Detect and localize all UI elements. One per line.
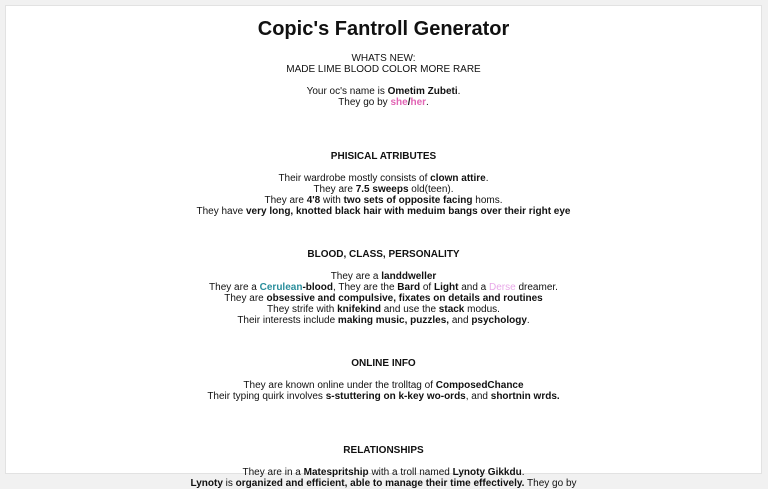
label: and a <box>458 282 490 293</box>
relationship-line <box>6 467 761 478</box>
height: 4'8 <box>306 195 321 206</box>
partner-trait: organized and efficient, able to manage their time effectively. <box>235 478 525 489</box>
height-line <box>6 195 761 206</box>
section-title: PHISICAL ATRIBUTES <box>330 151 437 162</box>
punct: . <box>521 467 525 478</box>
blood-suffix: -blood <box>302 282 333 293</box>
label: They go by <box>524 478 577 489</box>
personality-line <box>6 293 761 304</box>
label: dreamer. <box>515 282 558 293</box>
age-line <box>6 184 761 195</box>
age: 7.5 sweeps <box>355 184 409 195</box>
label: They are in a <box>242 467 304 478</box>
quirk-line <box>6 391 761 402</box>
horns: two sets of opposite facing <box>343 195 473 206</box>
quirk: s-stuttering on k-key wo-ords <box>325 391 466 402</box>
label: old(teen). <box>408 184 454 195</box>
label: They are <box>313 184 356 195</box>
label: with <box>320 195 344 206</box>
strife: knifekind <box>337 304 381 315</box>
label: They are a <box>330 271 382 282</box>
personality: obsessive and compulsive, fixates on details and routines <box>266 293 543 304</box>
label: They strife with <box>267 304 338 315</box>
intro <box>6 86 761 108</box>
whats-new-text: MADE LIME BLOOD COLOR MORE RARE <box>286 64 481 75</box>
physical-section <box>6 151 761 217</box>
blood-color: Cerulean <box>259 282 303 293</box>
punct: . <box>485 173 489 184</box>
whats-new-heading: WHATS NEW: <box>351 53 416 64</box>
label: They are a <box>209 282 260 293</box>
hair: very long, knotted black hair with meduim bangs over their right eye <box>245 206 571 217</box>
trolltag: ComposedChance <box>435 380 524 391</box>
label: Their typing quirk involves <box>207 391 326 402</box>
label: , and <box>465 391 491 402</box>
label: They are known online under the trolltag of <box>243 380 436 391</box>
label: is <box>222 478 236 489</box>
dweller-line <box>6 271 761 282</box>
page-title: Copic's Fantroll Generator <box>257 18 510 40</box>
label: Your oc's name is <box>306 86 388 97</box>
pronoun-her: her <box>410 97 427 108</box>
dweller: landdweller <box>381 271 437 282</box>
label: Their interests include <box>237 315 338 326</box>
label: and <box>449 315 472 326</box>
partner-name: Lynoty Gikkdu <box>452 467 522 478</box>
punct: . <box>426 97 429 108</box>
wardrobe: clown attire <box>430 173 486 184</box>
label: They are <box>264 195 307 206</box>
pronouns-line <box>6 97 761 108</box>
section-title: BLOOD, CLASS, PERSONALITY <box>307 249 460 260</box>
oc-name-line <box>6 86 761 97</box>
label: Their wardrobe mostly consists of <box>278 173 431 184</box>
moon: Derse <box>489 282 516 293</box>
oc-name: Ometim Zubeti <box>387 86 458 97</box>
interest-last: psychology <box>471 315 527 326</box>
punct: . <box>526 315 530 326</box>
pronoun-she: she <box>390 97 408 108</box>
hair-line <box>6 206 761 217</box>
blood-section <box>6 249 761 326</box>
generator-panel <box>5 5 762 489</box>
label: with a troll named <box>368 467 453 478</box>
interests-line <box>6 315 761 326</box>
trolltag-line <box>6 380 761 391</box>
label: modus. <box>464 304 500 315</box>
online-section <box>6 358 761 402</box>
section-title: RELATIONSHIPS <box>343 445 424 456</box>
interests: making music, puzzles, <box>337 315 450 326</box>
whats-new <box>6 53 761 75</box>
section-title: ONLINE INFO <box>351 358 416 369</box>
label: , They are the <box>332 282 398 293</box>
label: of <box>420 282 434 293</box>
relationship-type: Matespritship <box>303 467 369 478</box>
relationships-section <box>6 445 761 489</box>
label: They are <box>224 293 267 304</box>
label: They go by <box>338 97 391 108</box>
label: homs. <box>472 195 503 206</box>
label: and use the <box>380 304 439 315</box>
punct: . <box>457 86 461 97</box>
quirk: shortnin wrds. <box>490 391 560 402</box>
class: Bard <box>397 282 421 293</box>
wardrobe-line <box>6 173 761 184</box>
modus: stack <box>438 304 465 315</box>
partner-name: Lynoty <box>190 478 223 489</box>
strife-line <box>6 304 761 315</box>
blood-class-line <box>6 282 761 293</box>
label: They have <box>196 206 246 217</box>
pronoun-separator: / <box>407 97 411 108</box>
aspect: Light <box>433 282 459 293</box>
